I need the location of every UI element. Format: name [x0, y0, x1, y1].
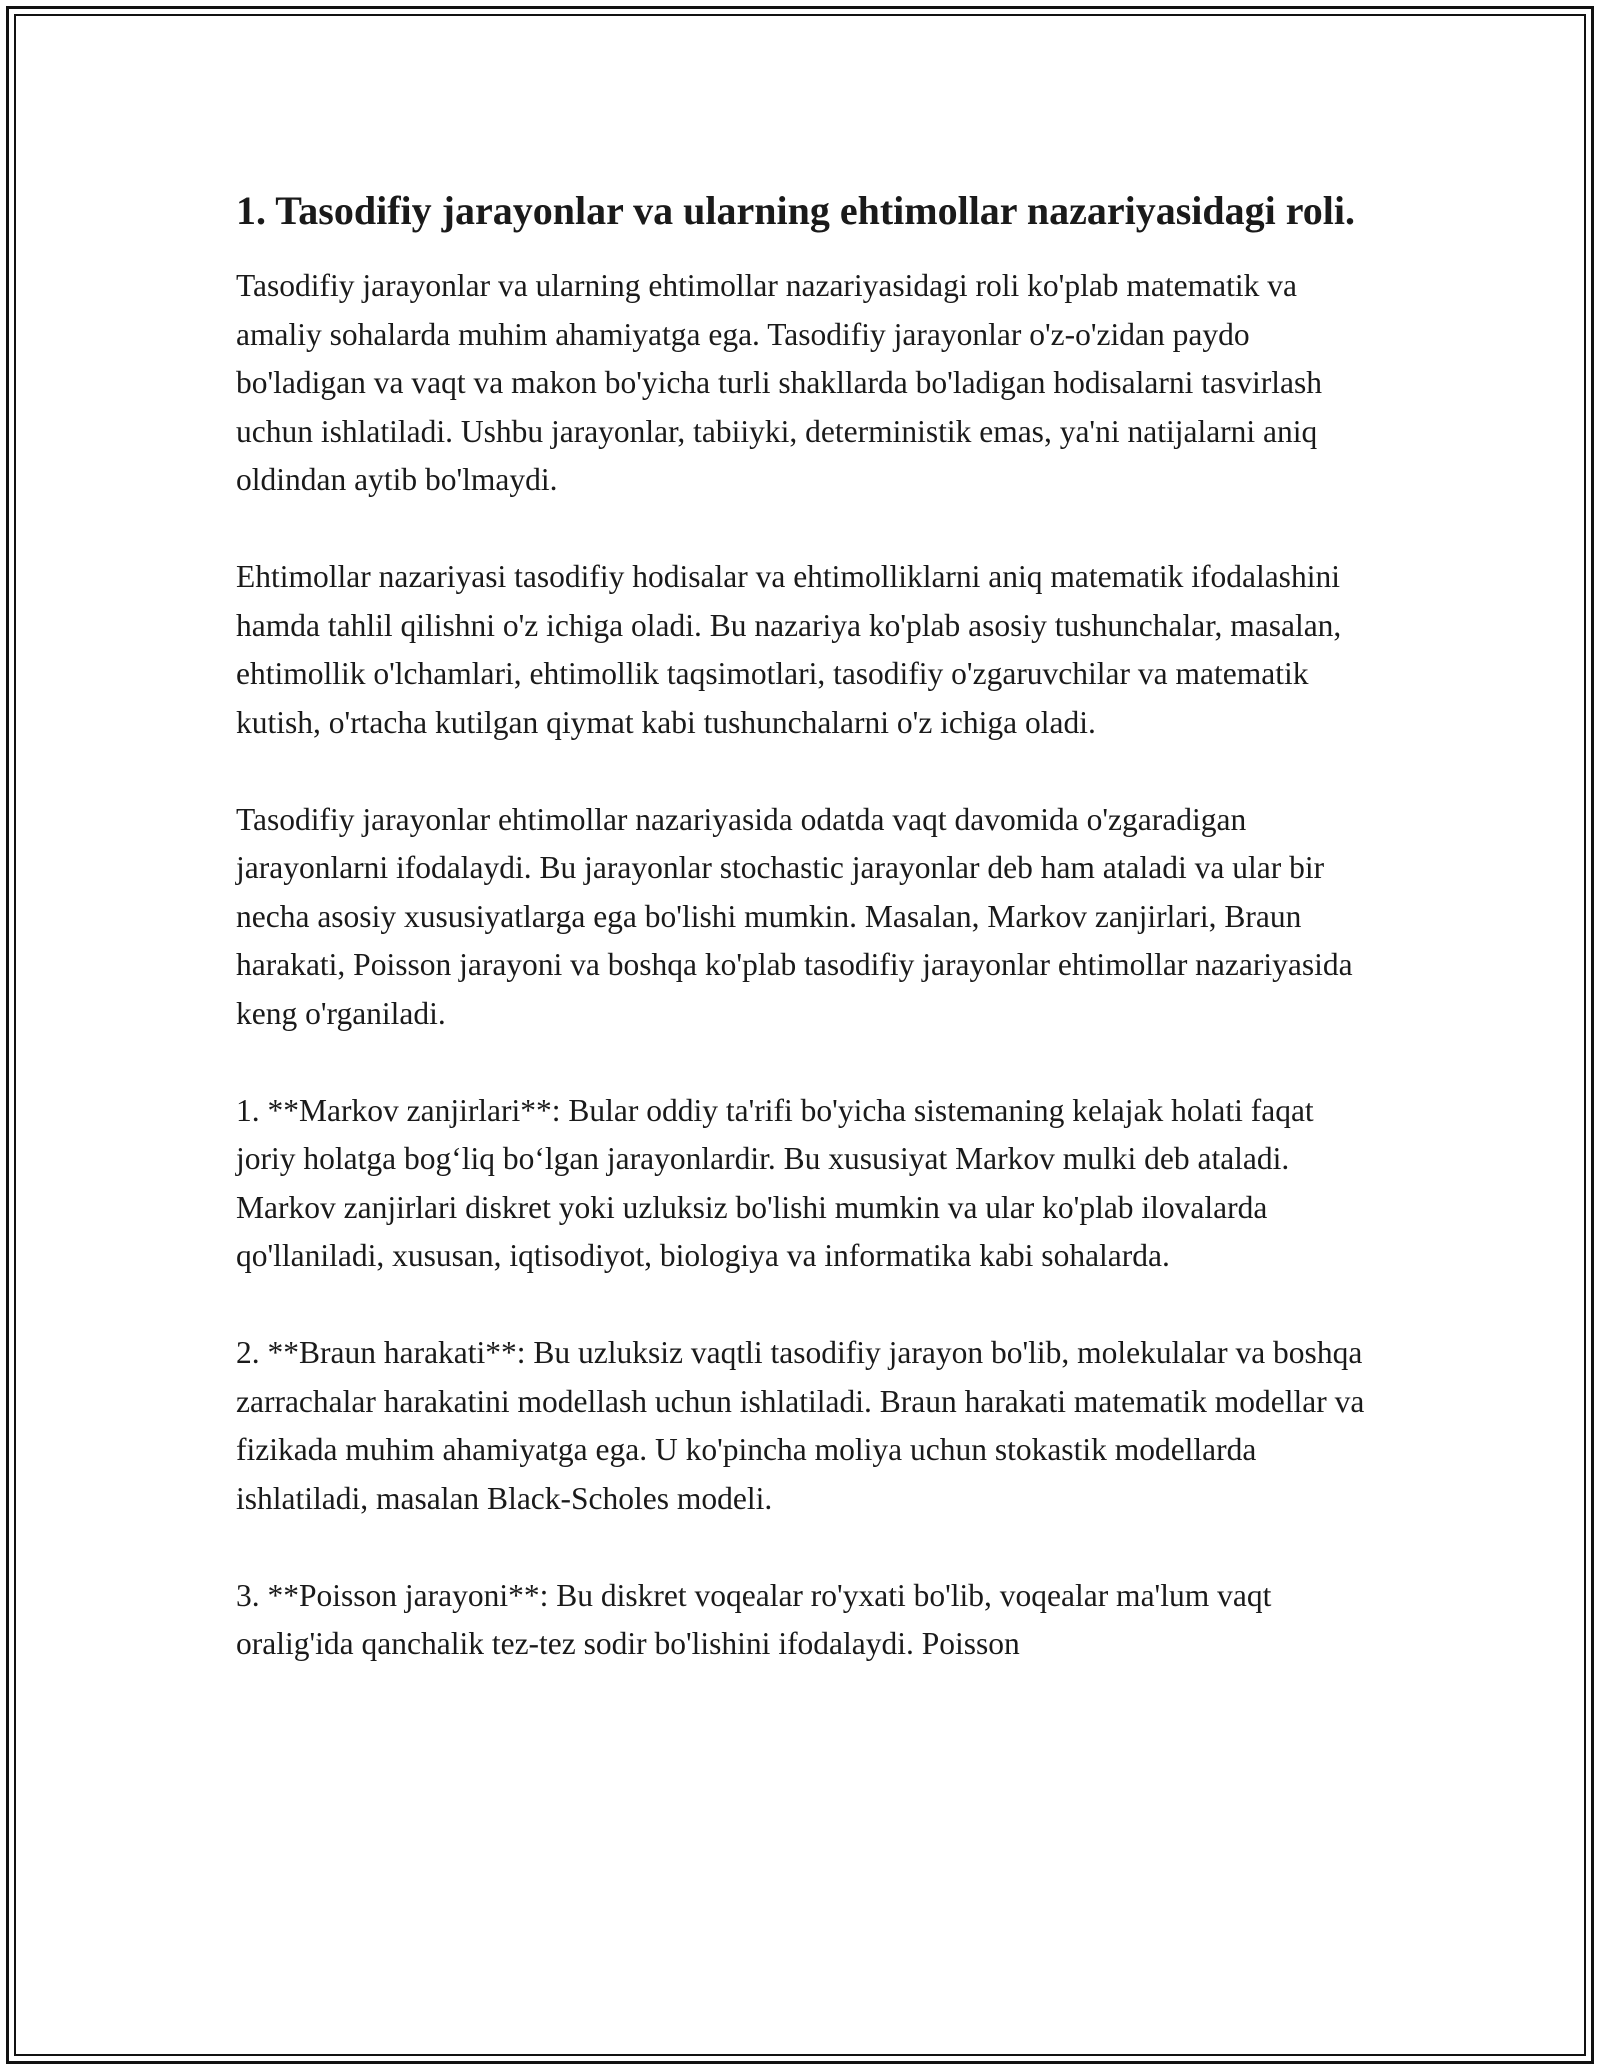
paragraph-intro: Tasodifiy jarayonlar va ularning ehtimollar nazariyasidagi roli ko'plab matematik va amaliy sohalarda muhim ahamiyatga ega. Tasodifiy jarayonlar o'z-o'zidan paydo bo'ladigan va vaqt va makon bo'yicha turli shakllarda bo'ladigan hodisalarni tasvirlash uchun ishlatiladi. Ushbu jarayonlar, tabiiyki, deterministik emas, ya'ni natijalarni aniq oldindan aytib bo'lmaydi. [236, 268, 1322, 497]
list-item-brownian-motion: 2. **Braun harakati**: Bu uzluksiz vaqtli tasodifiy jarayon bo'lib, molekulalar va boshqa zarrachalar harakatini modellash uchun ishlatiladi. Braun harakati matematik modellar va fizikada muhim ahamiyatga ega. U ko'pincha moliya uchun stokastik modellarda ishlatiladi, masalan Black-Scholes modeli. [236, 1335, 1365, 1516]
list-item-poisson-process: 3. **Poisson jarayoni**: Bu diskret voqealar ro'yxati bo'lib, voqealar ma'lum vaqt oralig'ida qanchalik tez-tez sodir bo'lishini ifodalaydi. Poisson [236, 1577, 1272, 1661]
list-item-markov-chains: 1. **Markov zanjirlari**: Bular oddiy ta'rifi bo'yicha sistemaning kelajak holati faqat joriy holatga bog‘liq bo‘lgan jarayonlardir. Bu xususiyat Markov mulki deb ataladi. Markov zanjirlari diskret yoki uzluksiz bo'lishi mumkin va ular ko'plab ilovalarda qo'llaniladi, xususan, iqtisodiyot, biologiya va informatika kabi sohalarda. [236, 1092, 1314, 1273]
paragraph-stochastic-processes: Tasodifiy jarayonlar ehtimollar nazariyasida odatda vaqt davomida o'zgaradigan jarayonlarni ifodalaydi. Bu jarayonlar stochastic jarayonlar deb ham ataladi va ular bir necha asosiy xususiyatlarga ega bo'lishi mumkin. Masalan, Markov zanjirlari, Braun harakati, Poisson jarayoni va boshqa ko'plab tasodifiy jarayonlar ehtimollar nazariyasida keng o'rganiladi. [236, 801, 1353, 1031]
document-body [236, 186, 1374, 1669]
paragraph-probability-theory: Ehtimollar nazariyasi tasodifiy hodisalar va ehtimolliklarni aniq matematik ifodalashini hamda tahlil qilishni o'z ichiga oladi. Bu nazariya ko'plab asosiy tushunchalar, masalan, ehtimollik o'lchamlari, ehtimollik taqsimotlari, tasodifiy o'zgaruvchilar va matematik kutish, o'rtacha kutilgan qiymat kabi tushunchalarni o'z ichiga oladi. [236, 559, 1342, 740]
section-title: 1. Tasodifiy jarayonlar va ularning ehtimollar nazariyasidagi roli. [236, 188, 1356, 233]
